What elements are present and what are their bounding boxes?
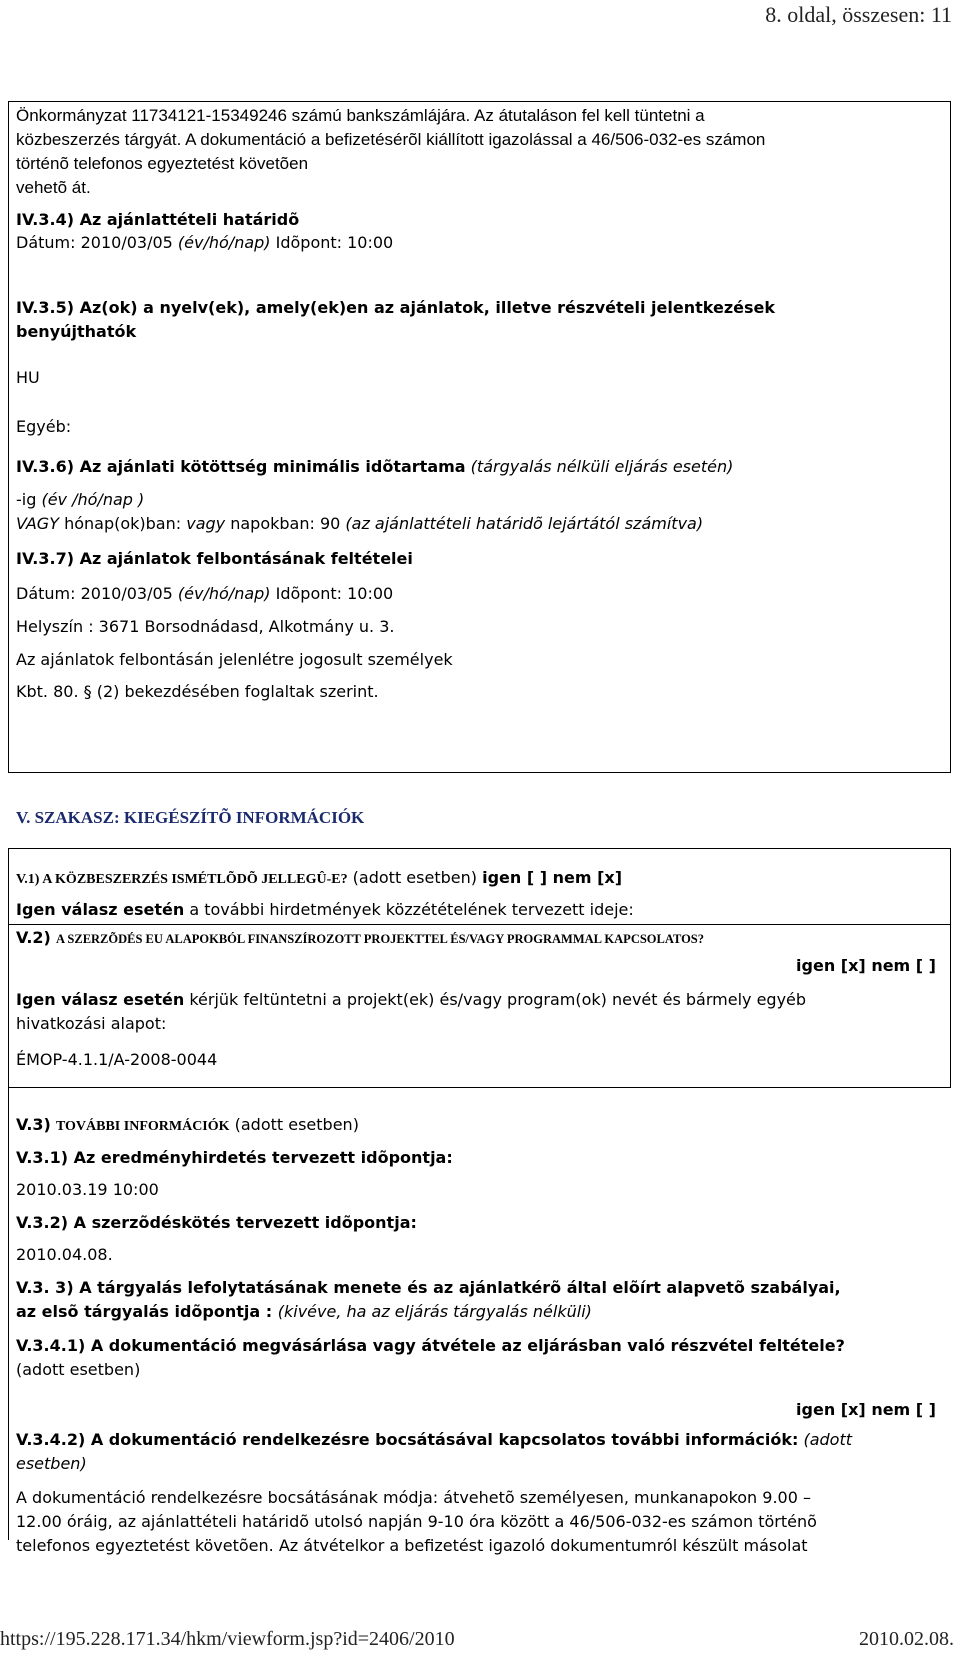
iv37-place: Helyszín : 3671 Borsodnádasd, Alkotmány u. 3. [16, 617, 395, 636]
box-bottom-border [8, 772, 951, 773]
iv36-months: hónap(ok)ban: [58, 514, 187, 533]
iv35-other: Egyéb: [16, 417, 72, 436]
v342-line1: A dokumentáció rendelkezésre bocsátásának módja: átvehetõ személyesen, munkanapokon 9.00 – [16, 1488, 811, 1507]
v1-answer: igen [ ] nem [x] [482, 868, 623, 887]
v1-followup [16, 900, 634, 919]
box2-divider-2 [8, 1087, 950, 1088]
box2-divider-1 [8, 924, 950, 925]
payment-text-line1: Önkormányzat 11734121-15349246 számú bankszámlájára. Az átutaláson fel kell tüntetni a [16, 106, 705, 125]
v3-title [16, 1115, 359, 1135]
v342-title [16, 1430, 852, 1449]
iv36-vagy: VAGY [16, 514, 59, 533]
v33-line2-note: (kivéve, ha az eljárás tárgyalás nélküli) [277, 1302, 592, 1321]
iv34-title: IV.3.4) Az ajánlattételi határidõ [16, 210, 300, 229]
iv37-date-format: (év/hó/nap) [177, 584, 271, 603]
box-top-border [8, 101, 950, 102]
footer-url: https://195.228.171.34/hkm/viewform.jsp?id=2406/2010 [0, 1628, 455, 1650]
iv37-date-label: Dátum: 2010/03/05 [16, 584, 173, 603]
v3-title-prefix: V.3) [16, 1115, 51, 1134]
iv34-time: Idõpont: 10:00 [275, 233, 394, 252]
v1-title-text: V.1) A KÖZBESZERZÉS ISMÉTLÕDÕ JELLEGÛ-E? [16, 872, 348, 887]
iv34-date-format: (év/hó/nap) [177, 233, 271, 252]
box-left-border [8, 101, 9, 773]
v33-line1: V.3. 3) A tárgyalás lefolytatásának menete és az ajánlatkérõ által elõírt alapvetõ szabályai, [16, 1278, 841, 1297]
v2-followup-bold: Igen válasz esetén [16, 990, 185, 1009]
iv36-or: vagy [186, 514, 226, 533]
iv36-days: napokban: 90 [225, 514, 346, 533]
iv36-title [16, 457, 733, 476]
v342-line3: telefonos egyeztetést követõen. Az átvételkor a befizetést igazoló dokumentumról készült másolat [16, 1536, 808, 1555]
v342-note2: esetben) [16, 1454, 87, 1473]
iv36-ig-prefix: -ig [16, 490, 37, 509]
v2-reference: ÉMOP-4.1.1/A-2008-0044 [16, 1050, 218, 1069]
page-number: 8. oldal, összesen: 11 [765, 2, 952, 27]
iv37-date [16, 584, 393, 603]
v31-title: V.3.1) Az eredményhirdetés tervezett idõpontja: [16, 1148, 453, 1167]
iv36-title-text: IV.3.6) Az ajánlati kötöttség minimális idõtartama [16, 457, 466, 476]
iv37-persons: Az ajánlatok felbontásán jelenlétre jogosult személyek [16, 650, 453, 669]
v31-value: 2010.03.19 10:00 [16, 1180, 159, 1199]
v1-followup-bold: Igen válasz esetén [16, 900, 185, 919]
v3-title-text: TOVÁBBI INFORMÁCIÓK [55, 1119, 230, 1134]
payment-text-line3: történõ telefonos egyeztetést követõen [16, 154, 309, 173]
payment-text-line4: vehetõ át. [16, 178, 91, 197]
iv36-ig-note: (év /hó/nap ) [41, 490, 145, 509]
v2-followup-line2: hivatkozási alapot: [16, 1014, 167, 1033]
v1-title [16, 868, 622, 888]
v2-title-text: A SZERZÕDÉS EU ALAPOKBÓL FINANSZÍROZOTT PROJEKTTEL ÉS/VAGY PROGRAMMAL KAPCSOLATOS? [55, 932, 704, 946]
box2-left-border [8, 848, 9, 1540]
v1-note: (adott esetben) [352, 868, 477, 887]
iv34-date-label: Dátum: 2010/03/05 [16, 233, 173, 252]
iv35-title-line1: IV.3.5) Az(ok) a nyelv(ek), amely(ek)en az ajánlatok, illetve részvételi jelentkezések [16, 298, 775, 317]
box2-top-border [8, 848, 950, 849]
v341-title: V.3.4.1) A dokumentáció megvásárlása vagy átvétele az eljárásban való részvétel feltétele? [16, 1336, 845, 1355]
iv36-title-note: (tárgyalás nélküli eljárás esetén) [470, 457, 734, 476]
iv37-time: Idõpont: 10:00 [275, 584, 394, 603]
v2-answer: igen [x] nem [ ] [796, 956, 936, 975]
iv37-kbt: Kbt. 80. § (2) bekezdésében foglaltak szerint. [16, 682, 379, 701]
v1-followup-rest: a további hirdetmények közzétételének tervezett ideje: [184, 900, 634, 919]
v342-line2: 12.00 óráig, az ajánlattételi határidõ utolsó napján 9-10 óra között a 46/506-032-es számon történõ [16, 1512, 817, 1531]
box-right-border [950, 101, 951, 773]
v2-followup-line1 [16, 990, 806, 1009]
iv36-days-note: (az ajánlattételi határidõ lejártától számítva) [345, 514, 704, 533]
iv35-title-line2: benyújthatók [16, 322, 137, 341]
iv36-ig-line [16, 490, 144, 509]
section-v-heading: V. SZAKASZ: KIEGÉSZÍTÕ INFORMÁCIÓK [16, 808, 365, 827]
v33-line2-bold: az elsõ tárgyalás idõpontja : [16, 1302, 278, 1321]
v2-title-prefix: V.2) [16, 928, 51, 947]
payment-text-line2: közbeszerzés tárgyát. A dokumentáció a befizetésérõl kiállított igazolással a 46/506-032-es számon [16, 130, 766, 149]
v2-followup-text: kérjük feltüntetni a projekt(ek) és/vagy program(ok) nevét és bármely egyéb [184, 990, 807, 1009]
v341-answer: igen [x] nem [ ] [796, 1400, 936, 1419]
iv37-title: IV.3.7) Az ajánlatok felbontásának feltételei [16, 549, 413, 568]
v3-note: (adott esetben) [234, 1115, 359, 1134]
v32-value: 2010.04.08. [16, 1245, 113, 1264]
v341-note: (adott esetben) [16, 1360, 141, 1379]
v33-line2 [16, 1302, 592, 1321]
iv34-date [16, 233, 393, 252]
v2-title [16, 928, 704, 947]
v32-title: V.3.2) A szerzõdéskötés tervezett idõpontja: [16, 1213, 417, 1232]
box2-right-border [950, 848, 951, 1088]
iv36-duration-line [16, 514, 703, 533]
v342-note1: (adott [803, 1430, 852, 1449]
footer-date: 2010.02.08. [859, 1628, 954, 1650]
iv35-language: HU [16, 368, 40, 387]
v342-title-text: V.3.4.2) A dokumentáció rendelkezésre bocsátásával kapcsolatos további információk: [16, 1430, 799, 1449]
